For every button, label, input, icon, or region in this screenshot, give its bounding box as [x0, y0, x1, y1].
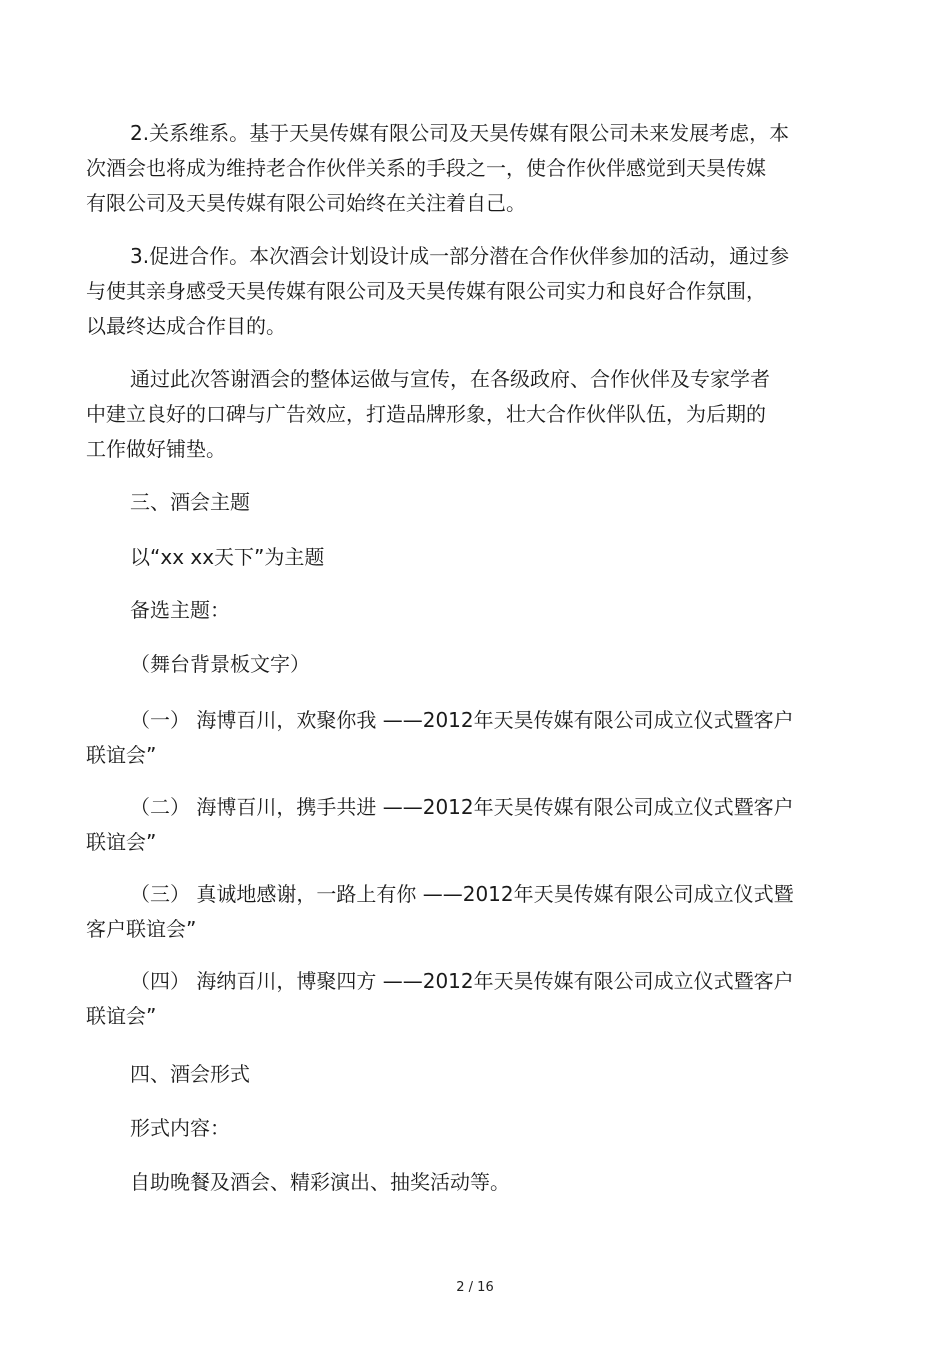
paragraph-stage-text-label — [86, 647, 836, 682]
paragraph-cooperation — [86, 239, 836, 344]
heading-text: 四、酒会形式 — [130, 1062, 250, 1086]
list-item-theme-4 — [86, 964, 836, 1034]
list-item-theme-2 — [86, 790, 836, 860]
text-line: 以“xx xx天下”为主题 — [130, 545, 325, 569]
section-heading-theme — [86, 485, 836, 520]
paragraph-summary — [86, 362, 836, 467]
paragraph-relationship — [86, 116, 836, 221]
text-line: （三） 真诚地感谢，一路上有你 ——2012年天昊传媒有限公司成立仪式暨 — [130, 882, 794, 906]
text-line: （二） 海博百川，携手共进 ——2012年天昊传媒有限公司成立仪式暨客户 — [130, 795, 794, 819]
text-line: 中建立良好的口碑与广告效应，打造品牌形象，壮大合作伙伴队伍，为后期的 — [86, 402, 766, 426]
text-line: 联谊会” — [86, 830, 157, 854]
text-line: 联谊会” — [86, 1004, 157, 1028]
text-line: 备选主题： — [130, 598, 230, 622]
text-line: 客户联谊会” — [86, 917, 197, 941]
paragraph-main-theme — [86, 540, 836, 575]
text-line: 3.促进合作。本次酒会计划设计成一部分潜在合作伙伴参加的活动，通过参 — [130, 244, 790, 268]
text-line: 形式内容： — [130, 1116, 230, 1140]
text-line: 以最终达成合作目的。 — [86, 314, 286, 338]
section-heading-format — [86, 1057, 836, 1092]
text-line: 通过此次答谢酒会的整体运做与宣传，在各级政府、合作伙伴及专家学者 — [130, 367, 770, 391]
text-line: 工作做好铺垫。 — [86, 437, 226, 461]
list-item-theme-1 — [86, 703, 836, 773]
text-line: 次酒会也将成为维持老合作伙伴关系的手段之一，使合作伙伴感觉到天昊传媒 — [86, 156, 766, 180]
paragraph-format-content — [86, 1165, 836, 1200]
paragraph-format-label — [86, 1111, 836, 1146]
text-line: 自助晚餐及酒会、精彩演出、抽奖活动等。 — [130, 1170, 510, 1194]
text-line: 2.关系维系。基于天昊传媒有限公司及天昊传媒有限公司未来发展考虑，本 — [130, 121, 790, 145]
page-number: 2 / 16 — [456, 1280, 494, 1295]
text-line: 与使其亲身感受天昊传媒有限公司及天昊传媒有限公司实力和良好合作氛围， — [86, 279, 766, 303]
list-item-theme-3 — [86, 877, 836, 947]
text-line: 有限公司及天昊传媒有限公司始终在关注着自己。 — [86, 191, 526, 215]
paragraph-alt-theme-label — [86, 593, 836, 628]
heading-text: 三、酒会主题 — [130, 490, 250, 514]
text-line: 联谊会” — [86, 743, 157, 767]
text-line: （四） 海纳百川，博聚四方 ——2012年天昊传媒有限公司成立仪式暨客户 — [130, 969, 794, 993]
text-line: （一） 海博百川，欢聚你我 ——2012年天昊传媒有限公司成立仪式暨客户 — [130, 708, 794, 732]
text-line: （舞台背景板文字） — [130, 652, 310, 676]
